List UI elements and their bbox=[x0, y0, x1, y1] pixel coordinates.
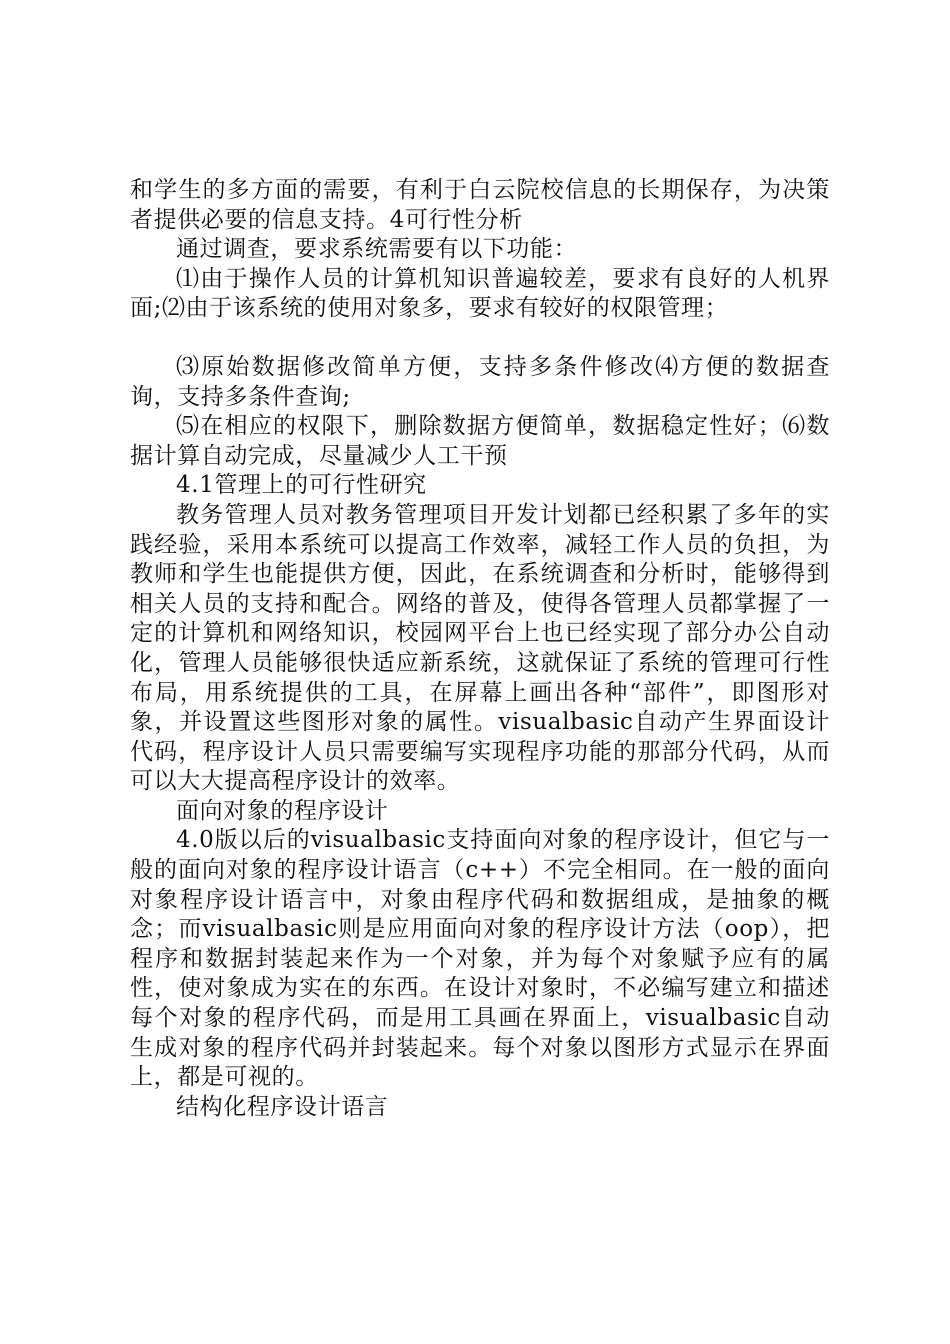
section-heading-4-1: 4.1管理上的可行性研究 bbox=[176, 472, 427, 499]
section-heading-structured: 结构化程序设计语言 bbox=[176, 1093, 389, 1120]
document-page bbox=[130, 176, 830, 1122]
paragraph-5: ⑸在相应的权限下，删除数据方便简单，数据稳定性好；⑹数据计算自动完成，尽量减少人工干预 bbox=[130, 413, 830, 469]
paragraph-9: 4.0版以后的visualbasic支持面向对象的程序设计，但它与一般的面向对象的程序设计语言（c++）不完全相同。在一般的面向对象程序设计语言中，对象由程序代码和数据组成，是抽象的概念；而visualbasic则是应用面向对象的程序设计方法（oop），把程序和数据封装起来作为一个对象，并为每个对象赋予应有的属性，使对象成为实在的东西。在设计对象时，不必编写建立和描述每个对象的程序代码，而是用工具画在界面上，visualbasic自动生成对象的程序代码并封装起来。每个对象以图形方式显示在界面上，都是可视的。 bbox=[130, 827, 830, 1091]
paragraph-7: 教务管理人员对教务管理项目开发计划都已经积累了多年的实践经验，采用本系统可以提高工作效率，减轻工作人员的负担，为教师和学生也能提供方便，因此，在系统调查和分析时，能够得到相关人员的支持和配合。网络的普及，使得各管理人员都掌握了一定的计算机和网络知识，校园网平台上也已经实现了部分办公自动化，管理人员能够很快适应新系统，这就保证了系统的管理可行性布局，用系统提供的工具，在屏幕上画出各种“部件”，即图形对象，并设置这些图形对象的属性。visualbasic自动产生界面设计代码，程序设计人员只需要编写实现程序功能的那部分代码，从而可以大大提高程序设计的效率。 bbox=[130, 501, 830, 795]
paragraph-3: ⑴由于操作人员的计算机知识普遍较差，要求有良好的人机界面;⑵由于该系统的使用对象多，要求有较好的权限管理； bbox=[130, 265, 830, 322]
paragraph-4: ⑶原始数据修改简单方便，支持多条件修改⑷方便的数据查询，支持多条件查询; bbox=[130, 353, 830, 410]
paragraph-1: 和学生的多方面的需要，有利于白云院校信息的长期保存，为决策者提供必要的信息支持。4可行性分析 bbox=[130, 177, 830, 233]
section-heading-oop: 面向对象的程序设计 bbox=[176, 797, 389, 824]
paragraph-2: 通过调查，要求系统需要有以下功能： bbox=[176, 236, 578, 263]
